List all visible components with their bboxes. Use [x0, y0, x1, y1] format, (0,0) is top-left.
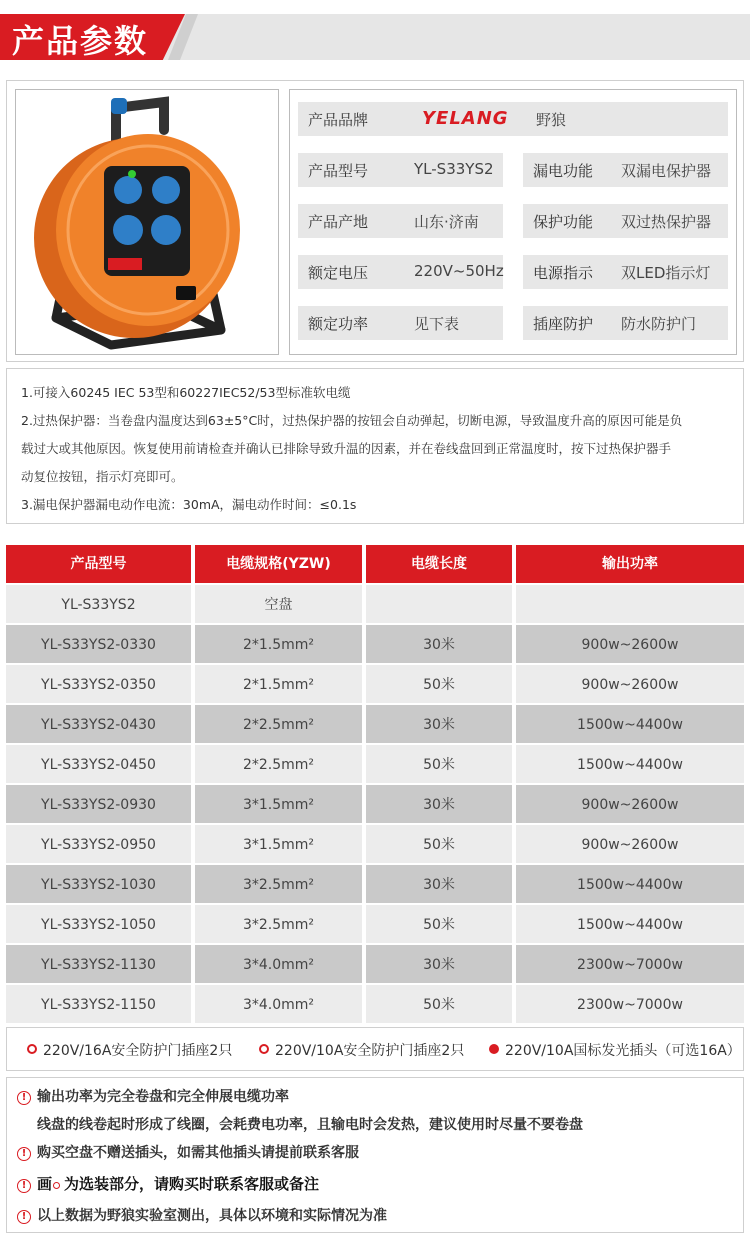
cell-output-power: 1500w~4400w: [516, 865, 744, 903]
cell-cable-length: 30米: [366, 705, 512, 743]
warning-icon: !: [17, 1210, 31, 1224]
protect-value: 双过热保护器: [621, 213, 712, 231]
cell-cable-spec: 3*4.0mm²: [195, 985, 362, 1023]
brand-label: 产品品牌: [308, 111, 369, 129]
voltage-value: 220V~50Hz: [414, 262, 504, 280]
table-row: [6, 785, 744, 823]
table-header-cable-spec: 电缆规格(YZW): [195, 545, 362, 583]
cell-cable-spec: 3*2.5mm²: [195, 905, 362, 943]
note-line-2: 2.过热保护器：当卷盘内温度达到63±5°C时，过热保护器的按钮会自动弹起，切断电源，导致温度升高的原因可能是负: [21, 413, 683, 428]
dot-icon: [489, 1044, 499, 1054]
cell-cable-length: 30米: [366, 625, 512, 663]
brand-logo: YELANG: [422, 108, 509, 129]
ring-icon: [259, 1044, 269, 1054]
spec-row-voltage: [298, 255, 503, 289]
cell-cable-length: 30米: [366, 865, 512, 903]
cell-cable-spec: 2*2.5mm²: [195, 745, 362, 783]
page-title: 产品参数: [12, 22, 149, 60]
cell-cable-spec: 空盘: [195, 585, 362, 623]
socketprot-value: 防水防护门: [621, 315, 697, 333]
cell-cable-spec: 3*1.5mm²: [195, 785, 362, 823]
product-image-frame: [15, 89, 279, 355]
cell-cable-spec: 3*2.5mm²: [195, 865, 362, 903]
cell-model: YL-S33YS2-0430: [6, 705, 191, 743]
cell-output-power: 1500w~4400w: [516, 905, 744, 943]
footnote-3-text: 购买空盘不赠送插头，如需其他插头请提前联系客服: [37, 1145, 359, 1161]
cell-output-power: 900w~2600w: [516, 785, 744, 823]
socket-option-2: [259, 1040, 464, 1060]
table-row: [6, 745, 744, 783]
leak-label: 漏电功能: [533, 162, 594, 180]
cell-output-power: 900w~2600w: [516, 625, 744, 663]
cell-cable-length: [366, 585, 512, 623]
socket-option-1-label: 220V/16A安全防护门插座2只: [43, 1043, 233, 1059]
footnote-4-text-b: 为选装部分，请购买时联系客服或备注: [64, 1175, 320, 1193]
model-label: 产品型号: [308, 162, 369, 180]
table-row: [6, 865, 744, 903]
footnote-5: [17, 1205, 387, 1225]
power-label: 额定功率: [308, 315, 369, 333]
ring-icon: [27, 1044, 37, 1054]
cell-model: YL-S33YS2-0950: [6, 825, 191, 863]
brand-value: 野狼: [536, 111, 567, 129]
cell-cable-spec: 3*4.0mm²: [195, 945, 362, 983]
table-row: [6, 585, 744, 623]
warning-icon: !: [17, 1147, 31, 1161]
footnotes-box: [6, 1077, 744, 1233]
cell-cable-length: 30米: [366, 785, 512, 823]
cable-reel-image: [16, 90, 278, 354]
warning-icon: !: [17, 1091, 31, 1105]
footnote-5-text: 以上数据为野狼实验室测出，具体以环境和实际情况为准: [37, 1208, 387, 1224]
socket-option-3: [489, 1040, 741, 1060]
power-value: 见下表: [414, 315, 460, 333]
cell-model: YL-S33YS2-1150: [6, 985, 191, 1023]
cell-cable-spec: 2*1.5mm²: [195, 665, 362, 703]
cell-model: YL-S33YS2-1130: [6, 945, 191, 983]
cell-model: YL-S33YS2: [6, 585, 191, 623]
cell-output-power: 1500w~4400w: [516, 705, 744, 743]
cell-output-power: 1500w~4400w: [516, 745, 744, 783]
table-header-output-power: 输出功率: [516, 545, 744, 583]
cell-output-power: 2300w~7000w: [516, 945, 744, 983]
protect-label: 保护功能: [533, 213, 594, 231]
voltage-label: 额定电压: [308, 264, 369, 282]
notes-box: [6, 368, 744, 524]
cell-model: YL-S33YS2-0450: [6, 745, 191, 783]
leak-value: 双漏电保护器: [621, 162, 712, 180]
indicator-label: 电源指示: [533, 264, 594, 282]
spec-row-origin: [298, 204, 503, 238]
table-row: [6, 625, 744, 663]
note-line-5: 3.漏电保护器漏电动作电流：30mA，漏电动作时间：≤0.1s: [21, 497, 357, 512]
socket-option-3-label: 220V/10A国标发光插头（可选16A）: [505, 1043, 741, 1059]
cell-output-power: 900w~2600w: [516, 665, 744, 703]
origin-value: 山东·济南: [414, 213, 479, 231]
cell-cable-length: 50米: [366, 745, 512, 783]
origin-label: 产品产地: [308, 213, 369, 231]
footnote-1: [17, 1086, 289, 1106]
socketprot-label: 插座防护: [533, 315, 594, 333]
note-line-1: 1.可接入60245 IEC 53型和60227IEC52/53型标准软电缆: [21, 385, 351, 400]
cell-cable-length: 50米: [366, 665, 512, 703]
table-row: [6, 825, 744, 863]
table-row: [6, 705, 744, 743]
product-overview-panel: [6, 80, 744, 362]
footnote-3: [17, 1142, 359, 1162]
spec-row-indicator: [523, 255, 728, 289]
socket-options: [6, 1027, 744, 1071]
footnote-4: [17, 1173, 319, 1194]
table-row: [6, 905, 744, 943]
table-row: [6, 985, 744, 1023]
note-line-3: 载过大或其他原因。恢复使用前请检查并确认已排除导致升温的因素，并在卷线盘回到正常温度时，按下过热保护器手: [21, 441, 672, 456]
cell-model: YL-S33YS2-0930: [6, 785, 191, 823]
cell-output-power: 900w~2600w: [516, 825, 744, 863]
cell-model: YL-S33YS2-0330: [6, 625, 191, 663]
socket-option-1: [27, 1040, 232, 1060]
table-row: [6, 945, 744, 983]
indicator-value: 双LED指示灯: [621, 264, 711, 282]
cell-cable-length: 50米: [366, 985, 512, 1023]
table-row: [6, 665, 744, 703]
cell-model: YL-S33YS2-1050: [6, 905, 191, 943]
ring-icon: [53, 1182, 60, 1189]
spec-grid: [289, 89, 737, 355]
cell-cable-length: 30米: [366, 945, 512, 983]
footnote-1-text: 输出功率为完全卷盘和完全伸展电缆功率: [37, 1089, 289, 1105]
spec-row-model: [298, 153, 503, 187]
cell-output-power: [516, 585, 744, 623]
cell-cable-length: 50米: [366, 905, 512, 943]
spec-row-leak: [523, 153, 728, 187]
spec-row-protect: [523, 204, 728, 238]
page-header: [0, 0, 750, 66]
footnote-2-text: 线盘的线卷起时形成了线圈，会耗费电功率，且输电时会发热，建议使用时尽量不要卷盘: [37, 1117, 583, 1133]
cell-cable-spec: 2*1.5mm²: [195, 625, 362, 663]
table-header-cable-length: 电缆长度: [366, 545, 512, 583]
model-value: YL-S33YS2: [414, 160, 494, 178]
cell-cable-spec: 2*2.5mm²: [195, 705, 362, 743]
cell-output-power: 2300w~7000w: [516, 985, 744, 1023]
spec-row-brand: [298, 102, 728, 136]
warning-icon: !: [17, 1179, 31, 1193]
spec-row-socket-protection: [523, 306, 728, 340]
cell-model: YL-S33YS2-0350: [6, 665, 191, 703]
cell-cable-spec: 3*1.5mm²: [195, 825, 362, 863]
table-header-model: 产品型号: [6, 545, 191, 583]
spec-row-power: [298, 306, 503, 340]
footnote-2: [37, 1114, 583, 1134]
socket-option-2-label: 220V/10A安全防护门插座2只: [275, 1043, 465, 1059]
cell-cable-length: 50米: [366, 825, 512, 863]
cell-model: YL-S33YS2-1030: [6, 865, 191, 903]
footnote-4-text-a: 画: [37, 1175, 53, 1193]
note-line-4: 动复位按钮，指示灯亮即可。: [21, 469, 184, 484]
